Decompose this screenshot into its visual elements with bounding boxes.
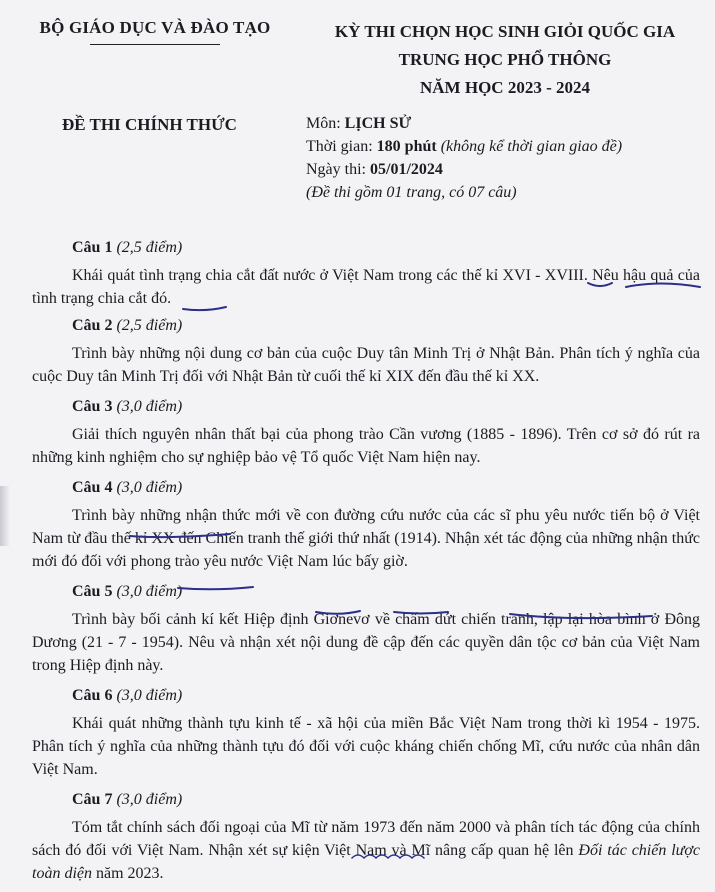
question-text: Trình bày những nhận thức mới về con đường cứu nước của các sĩ phu yêu nước tiến bộ ở Việt Nam từ đầu thế kỉ XX đến Chiến tranh thế giới thứ nhất (1914). Nhận xét tác động của những nhận thức mới đó đối với phong trào yêu nước Việt Nam lúc bấy giờ. bbox=[32, 507, 700, 570]
question-4 bbox=[32, 476, 700, 573]
question-text: Khái quát tình trạng chia cắt đất nước ở Việt Nam trong các thế kỉ XVI - XVIII. Nêu hậu quả của tình trạng chia cắt đó. bbox=[32, 267, 700, 307]
page-note: (Đề thi gồm 01 trang, có 07 câu) bbox=[306, 184, 517, 201]
question-points: (2,5 điểm) bbox=[116, 317, 183, 334]
question-7 bbox=[32, 788, 700, 885]
question-text-main: Tóm tắt chính sách đối ngoại của Mĩ từ năm 1973 đến năm 2000 và phân tích tác động của chính sách đó đối với Việt Nam. Nhận xét sự kiện Việt Nam và Mĩ nâng cấp quan hệ lên bbox=[32, 819, 700, 859]
exam-meta bbox=[306, 112, 622, 204]
question-title: Câu 6 bbox=[72, 687, 113, 704]
time-label: Thời gian: bbox=[306, 138, 373, 155]
question-title: Câu 5 bbox=[72, 583, 113, 600]
question-text bbox=[32, 816, 700, 885]
question-points: (3,0 điểm) bbox=[116, 398, 183, 415]
page-note-row bbox=[306, 181, 622, 204]
subject-value: LỊCH SỬ bbox=[344, 115, 412, 132]
question-list bbox=[32, 236, 700, 892]
question-1 bbox=[32, 236, 700, 310]
question-text: Trình bày những nội dung cơ bản của cuộc Duy tân Minh Trị ở Nhật Bản. Phân tích ý nghĩa của cuộc Duy tân Minh Trị đối với Nhật Bản từ cuối thế kỉ XIX đến đầu thế kỉ XX. bbox=[32, 345, 700, 385]
page-edge-shadow bbox=[0, 486, 10, 546]
exam-title-line2: TRUNG HỌC PHỔ THÔNG bbox=[398, 50, 612, 69]
question-text: Giải thích nguyên nhân thất bại của phong trào Cần vương (1885 - 1896). Trên cơ sở đó rút ra những kinh nghiệm cho sự nghiệp bảo vệ Tổ quốc Việt Nam hiện nay. bbox=[32, 426, 700, 466]
time-note: (không kể thời gian giao đề) bbox=[440, 138, 623, 155]
ministry-name: BỘ GIÁO DỤC VÀ ĐÀO TẠO bbox=[39, 18, 271, 37]
date-label: Ngày thi: bbox=[306, 161, 366, 178]
date-row bbox=[306, 158, 622, 181]
question-points: (3,0 điểm) bbox=[116, 791, 183, 808]
question-points: (3,0 điểm) bbox=[116, 583, 183, 600]
exam-title-line3: NĂM HỌC 2023 - 2024 bbox=[420, 78, 590, 97]
exam-title-line1: KỲ THI CHỌN HỌC SINH GIỎI QUỐC GIA bbox=[334, 22, 676, 41]
ministry-header bbox=[30, 18, 280, 45]
subject-row bbox=[306, 112, 622, 135]
subject-label: Môn: bbox=[306, 115, 341, 132]
question-title: Câu 2 bbox=[72, 317, 113, 334]
exam-header bbox=[300, 18, 710, 102]
question-text: Khái quát những thành tựu kinh tế - xã hội của miền Bắc Việt Nam trong thời kì 1954 - 1975. Phân tích ý nghĩa của những thành tựu đó đối với cuộc kháng chiến chống Mĩ, cứu nước của nhân dân Việt Nam. bbox=[32, 715, 700, 778]
header-divider bbox=[90, 44, 220, 45]
question-text-end: năm 2023. bbox=[96, 865, 164, 882]
question-title: Câu 7 bbox=[72, 791, 113, 808]
time-row bbox=[306, 135, 622, 158]
official-exam-label: ĐỀ THI CHÍNH THỨC bbox=[62, 115, 237, 134]
question-text-emphasis: Đối tác chiến lược toàn diện bbox=[32, 842, 701, 882]
question-6 bbox=[32, 684, 700, 781]
question-points: (3,0 điểm) bbox=[116, 687, 183, 704]
question-title: Câu 4 bbox=[72, 479, 113, 496]
date-value: 05/01/2024 bbox=[370, 161, 443, 178]
time-value: 180 phút bbox=[376, 138, 437, 155]
question-2 bbox=[32, 314, 700, 388]
question-5 bbox=[32, 580, 700, 677]
question-points: (3,0 điểm) bbox=[116, 479, 183, 496]
question-title: Câu 1 bbox=[72, 239, 113, 256]
question-3 bbox=[32, 395, 700, 469]
question-text: Trình bày bối cảnh kí kết Hiệp định Giơnevơ về chấm dứt chiến tranh, lập lại hòa bình ở Đông Dương (21 - 7 - 1954). Nêu và nhận xét nội dung đề cập đến các quyền dân tộc cơ bản của Việt Nam trong Hiệp định này. bbox=[32, 611, 700, 674]
question-points: (2,5 điểm) bbox=[116, 239, 183, 256]
question-title: Câu 3 bbox=[72, 398, 113, 415]
